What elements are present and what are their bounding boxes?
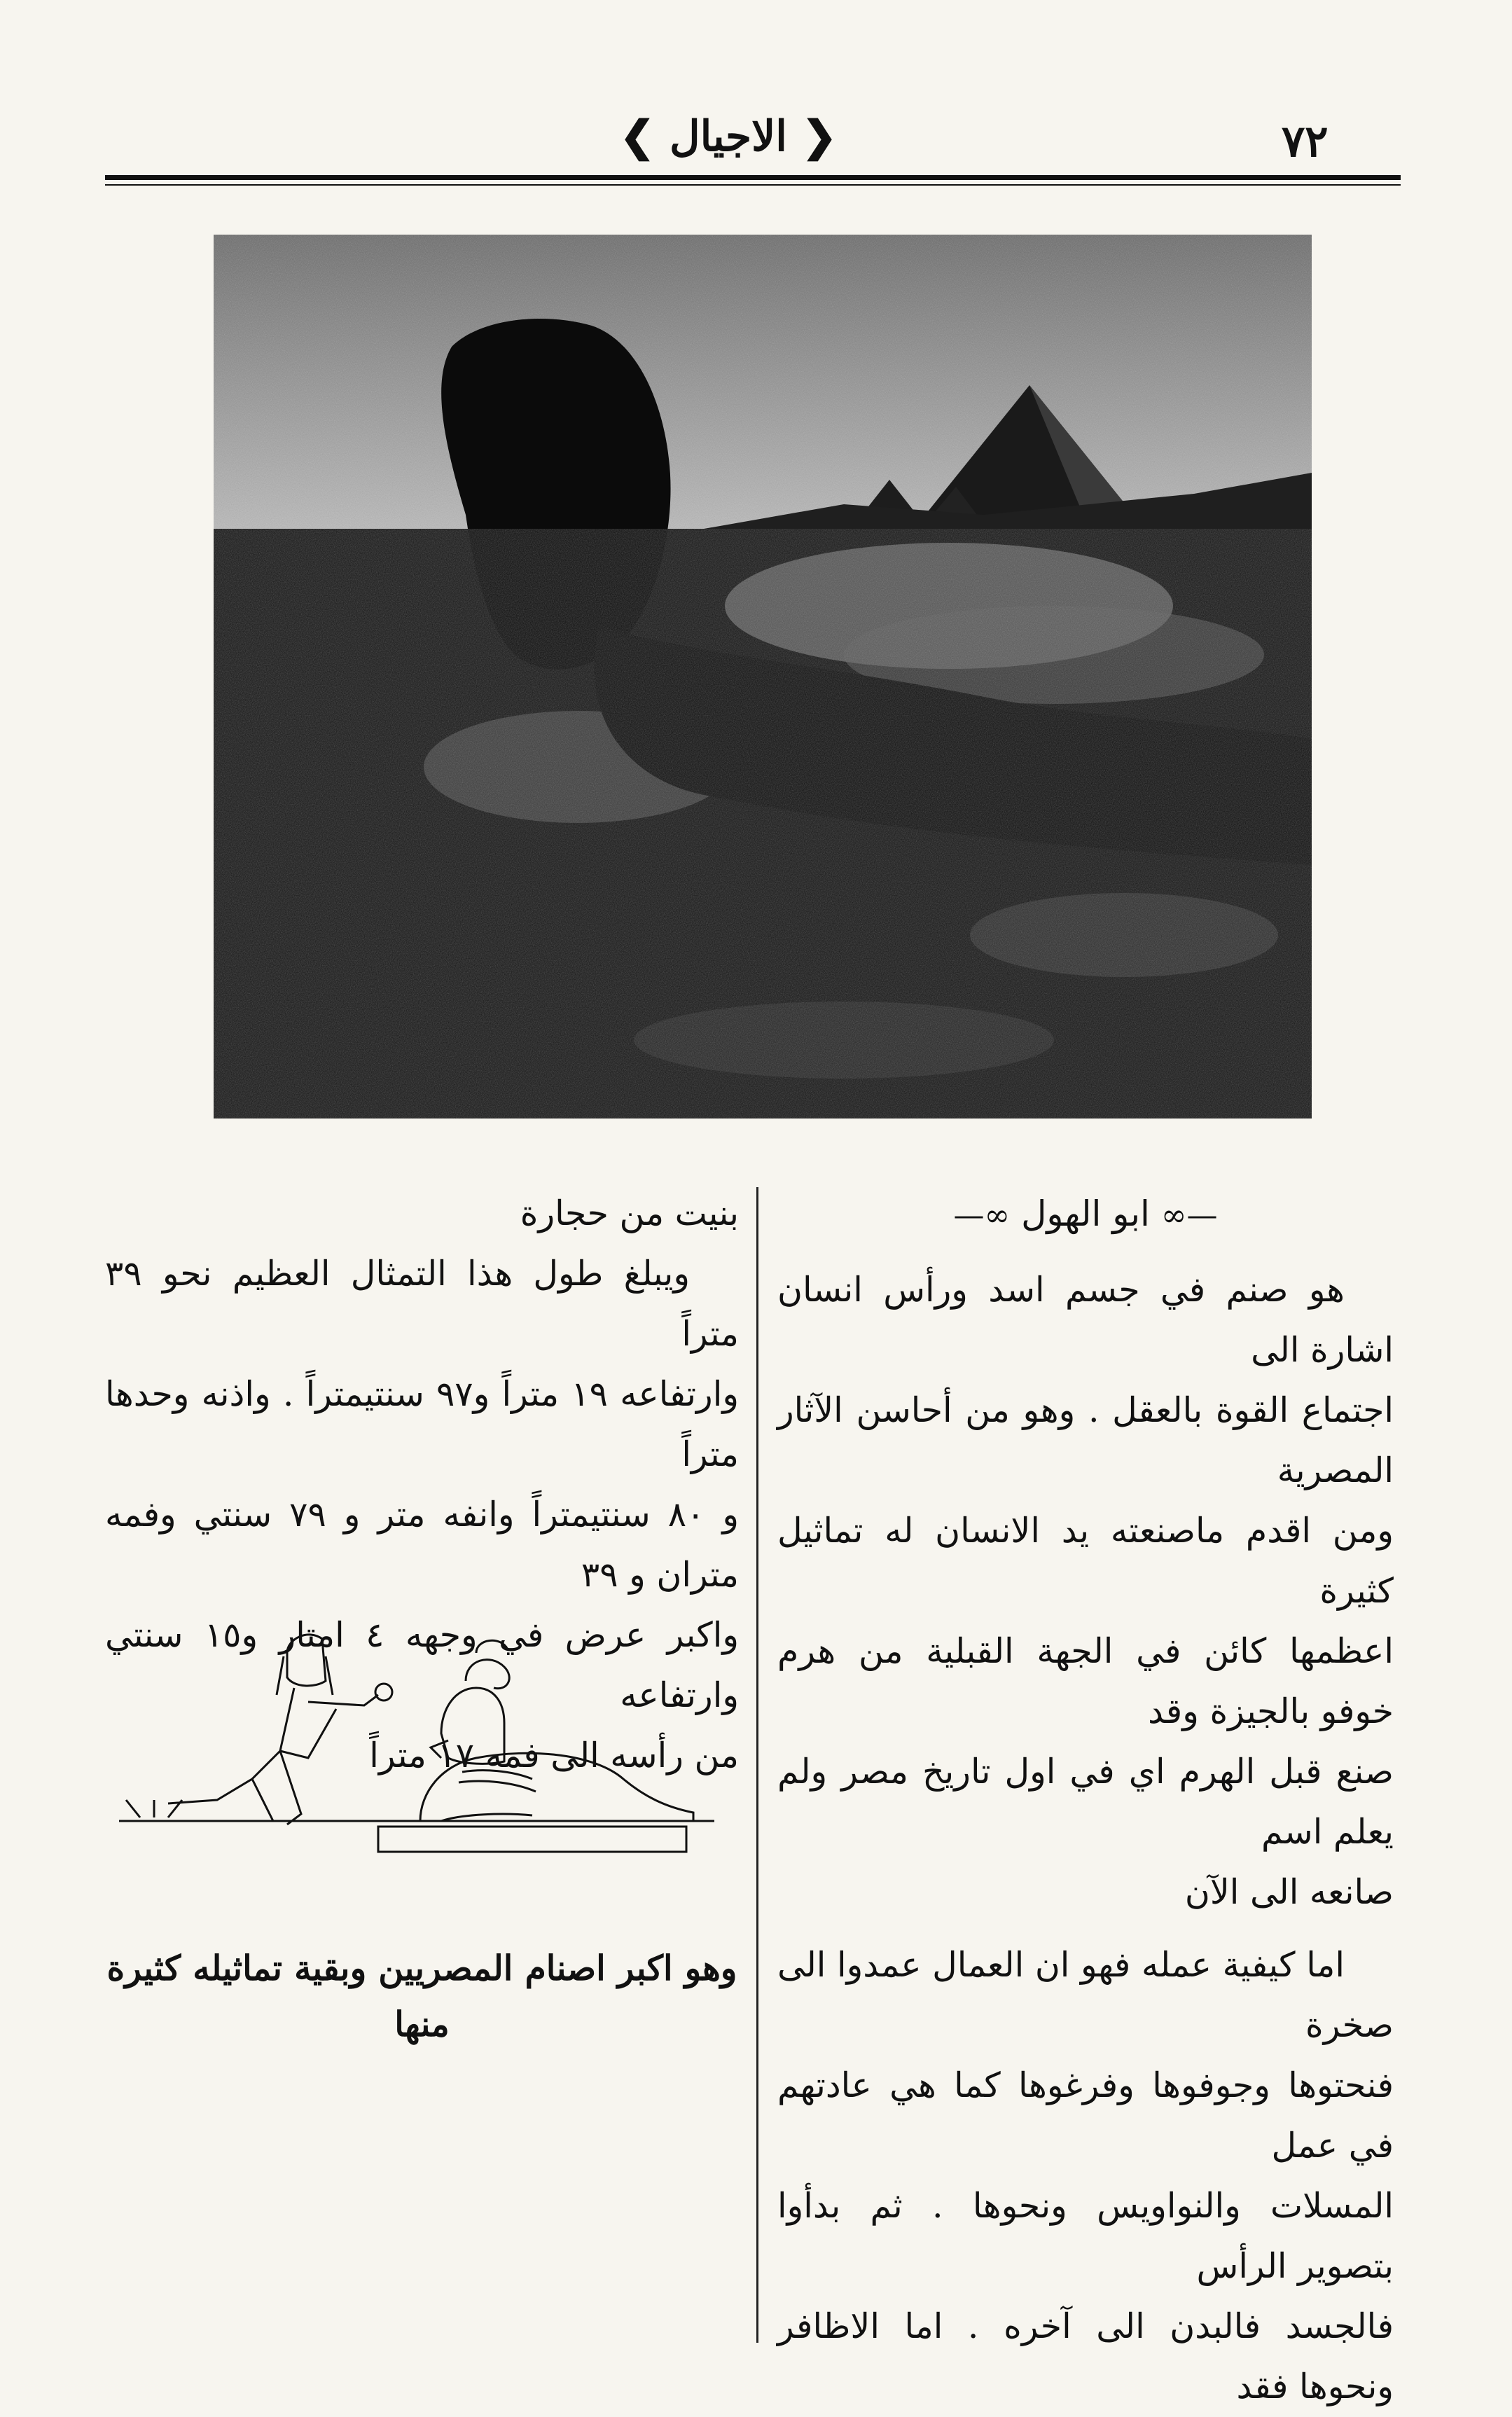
text-line: ويبلغ طول هذا التمثال العظيم نحو ٣٩ متراً (105, 1254, 739, 1354)
page-number: ٧٢ (1282, 116, 1329, 167)
ornament-left: ❮ (801, 112, 838, 161)
text-line: صانعه الى الآن (1184, 1872, 1394, 1912)
title-ornament-left: ∞— (953, 1198, 1011, 1233)
text-line: المسلات والنواويس ونحوها . ثم بدأوا بتصوير الرأس (777, 2186, 1394, 2286)
paragraph-2 (777, 1935, 1394, 2417)
text-line: و ٨٠ سنتيمتراً وانفه متر و ٧٩ سنتي وفمه متران و ٣٩ (105, 1495, 739, 1595)
running-title-text: الاجيال (670, 112, 787, 161)
text-line: بنيت من حجارة (520, 1193, 739, 1233)
text-line: اعظمها كائن في الجهة القبلية من هرم خوفو بالجيزة وقد (777, 1631, 1394, 1731)
section-title-text: ابو الهول (1021, 1193, 1150, 1234)
caption-line: وهو اكبر اصنام المصريين وبقية تماثيله كثيرة منها (106, 1948, 737, 2044)
right-column (777, 1184, 1394, 2417)
sphinx-photograph (214, 235, 1312, 1119)
paragraph-1 (777, 1260, 1394, 1923)
text-line: واكبر عرض في وجهه ٤ امتار و١٥ سنتي وارتفاعه (105, 1615, 739, 1715)
ornament-right: ❯ (619, 112, 656, 161)
pharaoh-offering-sphinx-drawing (112, 1590, 728, 1884)
text-line: صنع قبل الهرم اي في اول تاريخ مصر ولم يعلم اسم (777, 1752, 1394, 1852)
header-rule-thin (105, 184, 1401, 186)
running-title (616, 112, 840, 161)
section-title (777, 1184, 1394, 1246)
text-line: من رأسه الى فمه ١٧ متراً (369, 1736, 739, 1775)
header-rule-thick (105, 175, 1401, 180)
continuation-line (105, 1184, 739, 1244)
title-ornament-right: —∞ (1160, 1198, 1218, 1233)
plinth (378, 1827, 686, 1852)
text-line: فنحتوها وجوفوها وفرغوها كما هي عادتهم في عمل (777, 2065, 1394, 2166)
line-drawing (112, 1590, 728, 1884)
text-line: وارتفاعه ١٩ متراً و٩٧ سنتيمتراً . واذنه وحدها متراً (105, 1374, 739, 1474)
sphinx-photo-illustration (214, 235, 1312, 1119)
text-line: ومن اقدم ماصنعته يد الانسان له تماثيل كثيرة (777, 1511, 1394, 1611)
text-line: فالجسد فالبدن الى آخره . اما الاظافر ونحوها فقد (777, 2306, 1394, 2406)
text-line: اما كيفية عمله فهو ان العمال عمدوا الى صخرة (777, 1945, 1394, 2045)
text-line: هو صنم في جسم اسد ورأس انسان اشارة الى (777, 1270, 1394, 1370)
column-divider (756, 1187, 758, 2343)
text-line: اجتماع القوة بالعقل . وهو من أحاسن الآثار المصرية (777, 1390, 1394, 1490)
